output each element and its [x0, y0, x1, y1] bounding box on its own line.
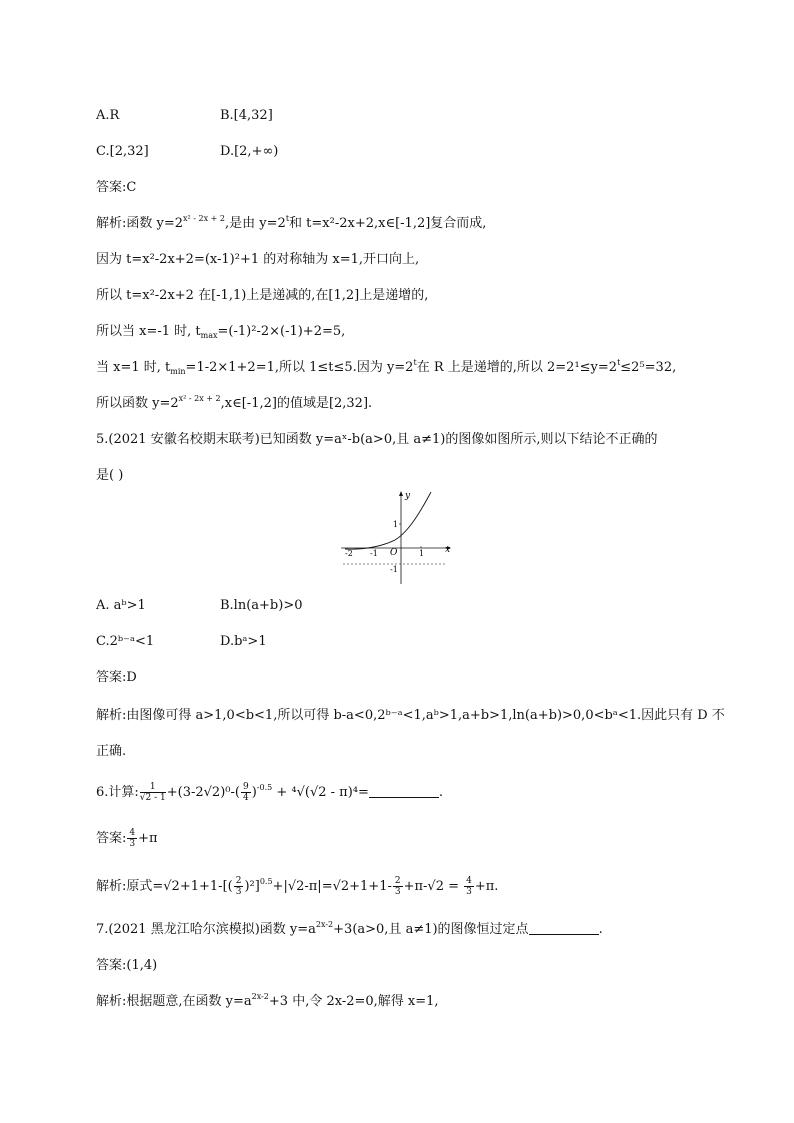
explanation-line: 正确. [96, 744, 127, 759]
question-5-stem: 5.(2021 安徽名校期末联考)已知函数 y=aˣ-b(a>0,且 a≠1)的图像如图所示,则以下结论不正确的 [96, 432, 658, 447]
exponential-curve [345, 492, 431, 549]
option-d: D.[2,+∞) [220, 144, 279, 159]
explanation-line: 所以函数 $y=2^{x^2 - 2x + 2},x\in[-1,2]$的值域是[2,32]. [96, 394, 373, 411]
explanation-line: 当 x=1 时, $t_{min}=1-2\times 1+2=1$,所以 1≤t≤5.因为 $y=2^t$在 R 上是递增的,所以 $2=2^1\le y=2^t\le 2^5=32$, [96, 358, 677, 376]
answer-blank[interactable] [529, 922, 599, 935]
y-axis-arrow-icon [399, 491, 403, 496]
x-axis-label: x [445, 545, 451, 555]
explanation-line: 因为 t=x²-2x+2=(x-1)²+1 的对称轴为 x=1,开口向上, [96, 252, 420, 267]
option-a: A. aᵇ>1 [96, 598, 146, 613]
question-7-stem: 7.(2021 黑龙江哈尔滨模拟)函数 $y=a^{2x-2}+3(a>0$,且 a≠1)的图像恒过定点 . [96, 920, 603, 937]
tick-label: 1 [419, 549, 425, 558]
option-d: D.bᵃ>1 [220, 634, 267, 649]
explanation-line: 解析:根据题意,在函数 $y=a^{2x-2}+3$ 中,令 2x-2=0,解得 x=1, [96, 992, 439, 1009]
function-graph [335, 488, 460, 588]
answer-blank[interactable] [369, 785, 439, 798]
explanation-line: 解析:函数 $y=2^{x^2 - 2x + 2}$,是由 $y=2^t$和 t=x²-2x+2,x∈[-1,2]复合而成, [96, 214, 487, 231]
explanation-line: 所以当 x=-1 时, $t_{max}=(-1)^2-2\times(-1)+2=5$, [96, 324, 346, 340]
explanation-line: 解析:由图像可得 a>1,0<b<1,所以可得 b-a<0,2ᵇ⁻ᵃ<1,aᵇ>1,a+b>1,ln(a+b)>0,0<bᵃ<1.因此只有 D 不 [96, 708, 725, 723]
tick-label: -1 [390, 565, 398, 574]
option-c: C.2ᵇ⁻ᵃ<1 [96, 634, 155, 649]
origin-label: O [390, 548, 398, 558]
tick-label: 1 [393, 520, 399, 529]
answer-q7: 答案:(1,4) [96, 958, 158, 973]
answer-q4: 答案:C [96, 180, 137, 195]
option-b: B.[4,32] [220, 108, 273, 123]
question-6-stem: 6.计算: $\frac{1}{√2 - 1}$ +(3-2√2)⁰-( $\frac{9}{4}$ )$^{-0.5}$ + ⁴√(√2 - π)⁴= . [96, 782, 444, 803]
answer-q5: 答案:D [96, 670, 137, 685]
question-5-stem: 是( ) [96, 468, 124, 483]
option-a: A.R [96, 108, 120, 123]
explanation-line: 解析:原式=√2+1+1-[( $\frac{2}{3}$ )²]$^{0.5}$+|√2-π|=√2+1+1- $\frac{2}{3}$ +π-√2 = $\frac{4}{3}$ +π. [96, 876, 499, 897]
y-axis-label: y [405, 491, 411, 501]
tick-label: -1 [370, 549, 378, 558]
option-c: C.[2,32] [96, 144, 149, 159]
option-b: B.ln(a+b)>0 [220, 598, 303, 613]
explanation-line: 所以 t=x²-2x+2 在[-1,1)上是递减的,在[1,2]上是递增的, [96, 288, 429, 303]
answer-q6: 答案: $\frac{4}{3}$ +π [96, 828, 158, 849]
tick-label: -2 [345, 549, 353, 558]
